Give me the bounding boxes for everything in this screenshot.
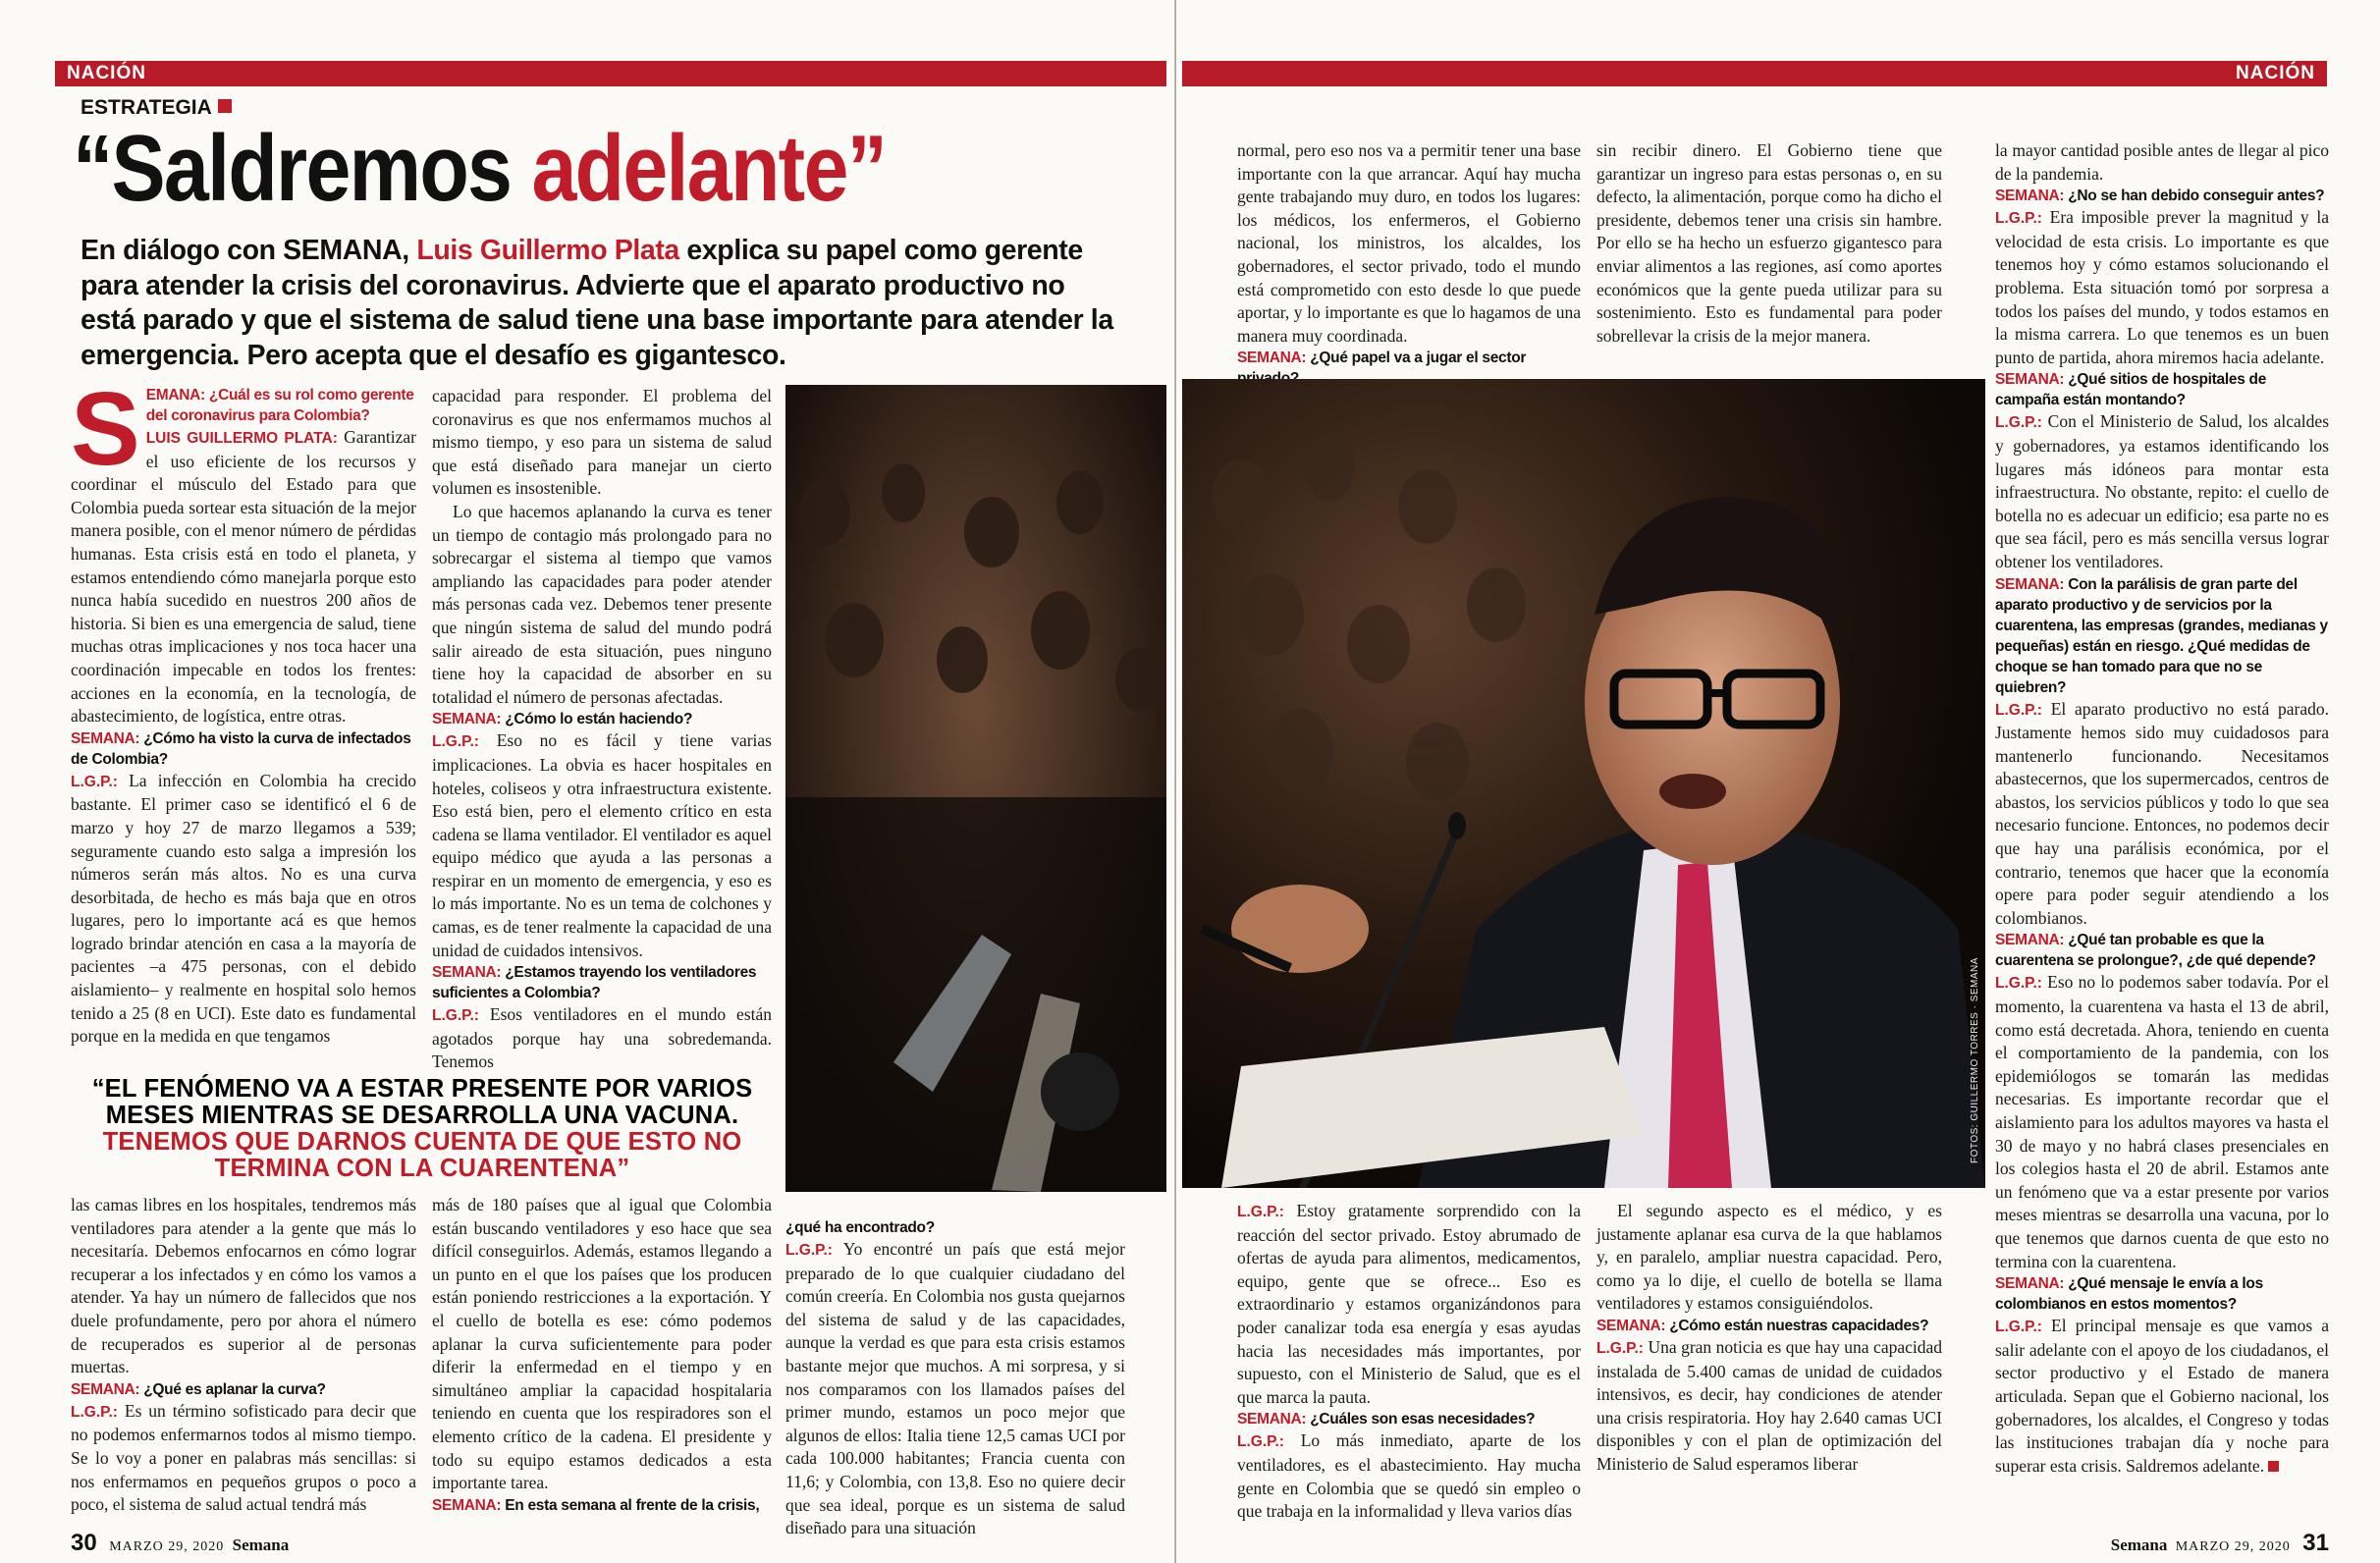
answer-1: LUIS GUILLERMO PLATA: Garantizar el uso eficiente de los recursos y coordinar el músculo del Estado para que Colombia pueda sortear esta situación de la mejor manera posible, con el menor número de pérdidas humanas. Esta crisis está en todo el planeta, y estamos entendiendo cómo manejarla porque esto nunca había sucedido en nuestros 200 años de historia. Si bien es una emergencia de salud, tiene muchas otras implicaciones y nos toca hacer una coordinación impecable en todos los frentes: acciones en la economía, en la tecnología, de abastecimiento, de logística, entre otras. (71, 427, 417, 727)
question-1: EMANA: ¿Cuál es su rol como gerente del coronavirus para Colombia? (145, 387, 414, 424)
right-bottom-column-1 (1237, 1200, 1581, 1524)
answer-5: L.G.P.: Es un término sofisticado para decir que no podemos enfermarnos todos al mismo tiempo. Se lo voy a poner en palabras más sencillas: si nos enfermamos en pequeños grupos o poco a poco, el sistema de salud actual tendrá más (71, 1400, 416, 1515)
right-bottom-column-2 (1596, 1200, 1942, 1477)
photo-audience (785, 385, 1166, 1192)
answer-7: L.G.P.: Estoy gratamente sorprendido con la reacción del sector privado. Estoy abrumado de ofertas de ayuda para alimentos, medicamentos, equipo, gente que se ofrece... Eso es extraordinario y estamos organizándonos para poder canalizar toda esa energía y esas ayudas hacia las necesidades más importantes, por supuesto, con el Ministerio de Salud, que es el que marca la pauta. (1237, 1201, 1581, 1407)
left-bottom-column-2 (432, 1194, 772, 1516)
question-2: SEMANA: ¿Cómo ha visto la curva de infectados de Colombia? (71, 729, 411, 768)
right-top-column-1 (1237, 139, 1581, 389)
right-column-3 (1995, 139, 2329, 1478)
photo-illustration (1182, 379, 1985, 1188)
left-bottom-column-1 (71, 1194, 416, 1517)
answer-12: L.G.P.: El principal mensaje es que vamos a salir adelante con el apoyo de los ciudadanos, el sector productivo y el Estado de manera articulada. Sepan que el Gobierno nacional, los gobernadores, los alcaldes, el Congreso y todas las instituciones trabajan día y noche para superar esta crisis. Saldremos adelante. (1995, 1316, 2329, 1476)
photo-luis-guillermo-plata (1182, 379, 1985, 1188)
answer-6: L.G.P.: Yo encontré un país que está mejor preparado de lo que cualquier ciudadano del común creería. En Colombia nos gusta quejarnos del sistema de salud y de las capacidades, aunque la verdad es que para esta crisis estamos bastante mejor que muchos. A mi sorpresa, y si nos comparamos con los llamados países del primer mundo, estamos un poco mejor que algunos de ellos: Italia tiene 12,5 camas UCI por cada 100.000 habitantes; Francia cuenta con 11,6; y Colombia, con 13,8. Eso no quiere decir que sea ideal, porque es un sistema de salud diseñado para una situación (785, 1239, 1125, 1538)
right-page (1176, 0, 2380, 1563)
paragraph: normal, pero eso nos va a permitir tener una base importante con la que arrancar. Aquí hay mucha gente trabajando muy duro, en todos los lugares: los médicos, los enfermeros, el Gobierno nacional, los ministros, los alcaldes, los gobernadores, el sector privado, todo el mundo está comprometido con esto desde lo que puede aportar, y lo importante es que lo hagamos de una manera muy coordinada. (1237, 140, 1581, 346)
answer-4: L.G.P.: Esos ventiladores en el mundo están agotados porque hay una sobredemanda. Tenemos (432, 1004, 773, 1072)
question-14: SEMANA: ¿Cómo están nuestras capacidades? (1596, 1317, 1929, 1334)
question-6-continued: ¿qué ha encontrado? (785, 1219, 935, 1236)
question-3: SEMANA: ¿Cómo lo están haciendo? (432, 711, 693, 728)
paragraph: El segundo aspecto es el médico, y es justamente aplanar esa curva de la que hablamos y, en paralelo, ampliar nuestra capacidad. Pero, como ya lo dije, el cuello de botella se llama ventiladores y estamos consiguiéndolos. (1596, 1201, 1942, 1314)
section-band (55, 61, 1166, 86)
question-6: SEMANA: En esta semana al frente de la crisis, (432, 1496, 760, 1514)
kicker: ESTRATEGIA (81, 96, 232, 120)
answer-10: L.G.P.: El aparato productivo no está parado. Justamente hemos sido muy cuidadosos para mantenerlo funcionando. Necesitamos abastecernos, que los supermercados, centros de abastos, los servicios públicos y todo lo que sea necesario funcione. Entonces, no podemos decir que hay una parálisis económica, por el contrario, tenemos que hacer que la economía opere para poder seguir atendiendo a los colombianos. (1995, 698, 2329, 928)
paragraph: las camas libres en los hospitales, tendremos más ventiladores para atender a la gente que más lo necesitaría. Debemos enfocarnos en cómo lograr recuperar a los infectados y en cómo los vamos a atender. Ya hay un número de fallecidos que nos duele profundamente, pero por ahora el número de recuperados es superior al de personas muertas. (71, 1195, 416, 1377)
pull-quote: “EL FENÓMENO VA A ESTAR PRESENTE POR VARIOS MESES MIENTRAS SE DESARROLLA UNA VACUNA. TENEMOS QUE DARNOS CUENTA DE QUE ESTO NO TERMINA CON LA CUARENTENA” (91, 1075, 753, 1182)
headline: “Saldremos adelante” (73, 116, 887, 221)
question-13: SEMANA: ¿Cuáles son esas necesidades? (1237, 1411, 1536, 1428)
paragraph: Lo que hacemos aplanando la curva es tener un tiempo de contagio más prolongado para no sobrecargar el sistema al tiempo que vamos ampliando las capacidades para poder atender más personas cada vez. Debemos tener presente que ningún sistema de salud del mundo podrá salir aireado de esta situación, pues ninguno tiene hoy la capacidad de absorber en su totalidad el número de personas afectadas. (432, 501, 772, 707)
left-page (0, 0, 1176, 1563)
question-7: SEMANA: ¿Qué papel va a jugar el sector (1237, 350, 1527, 367)
section-band (1182, 61, 2327, 86)
left-column-2 (432, 385, 772, 1074)
page-folio-left: 30 MARZO 29, 2020 Semana (71, 1530, 290, 1556)
question-4: SEMANA: ¿Estamos trayendo los ventiladores suficientes a Colombia? (432, 964, 757, 1002)
answer-14: L.G.P.: Una gran noticia es que hay una capacidad instalada de 5.400 camas de unidad de cuidados intensivos, es decir, hay condiciones de atender una crisis respiratoria. Hoy hay 2.640 camas UCI disponibles y con el plan de optimización del Ministerio de Salud esperamos liberar (1596, 1336, 1943, 1474)
answer-8: L.G.P.: Era imposible prever la magnitud y la velocidad de esta crisis. Lo importante es que tenemos hoy y cómo estamos solucionando el problema. Esta situación tomó por sorpresa a todos los países del mundo, y todos estamos en la misma carrera. Lo que tenemos es un buen punto de partida, ahora miremos hacia adelante. (1995, 207, 2329, 367)
answer-11: L.G.P.: Eso no lo podemos saber todavía. Por el momento, la cuarentena va hasta el 13 de abril, como está decretada. Ahora, teniendo en cuenta el comportamiento de la pandemia, con los epidemiólogos se tomarán las medidas necesarias. Es importante recordar que el aislamiento para los adultos mayores va hasta el 30 de mayo y no habrá clases presenciales en los colegios hasta el 20 de abril. Estamos ante un fenómeno que va a estar presente por varios meses mientras se desarrolla una vacuna, por lo que tenemos que darnos cuenta de que esto no termina con la cuarentena. (1995, 972, 2329, 1271)
paragraph: más de 180 países que al igual que Colombia están buscando ventiladores y eso hace que sea difícil conseguirlos. Además, estamos llegando a un punto en el que los países que los producen están poniendo restricciones a la exportación. Y el cuello de botella es ese: cómo podemos aplanar la curva suficientemente para poder diferir la enfermedad en el tiempo y en simultáneo ampliar la capacidad hospitalaria teniendo en cuenta que los respiradores son el elemento crítico de la cadena. El presidente y todo su equipo estamos dedicados a esta importante tarea. (432, 1195, 772, 1493)
question-8: SEMANA: ¿No se han debido conseguir antes? (1995, 188, 2325, 205)
answer-2: L.G.P.: La infección en Colombia ha crecido bastante. El primer caso se identificó el 6 de marzo y hoy 27 de marzo llegamos a 539; seguramente cuando esto salga a impresión los números serán más altos. No es una curva desorbitada, de hecho es más baja que en otros lugares, pero lo importante acá es que hemos logrado brindar atención en casa a la mayoría de pacientes –a 475 personas, con el debido aislamiento– y realmente en hospital solo hemos tenido a 25 (8 en UCI). Este dato es fundamental porque en la medida en que tengamos (71, 770, 416, 1047)
section-label: NACIÓN (2236, 63, 2315, 83)
answer-9: L.G.P.: Con el Ministerio de Salud, los alcaldes y gobernadores, ya estamos identificando los lugares más idóneos para montar esta infraestructura. No obstante, repito: el cuello de botella no es adecuar un edificio; esa parte no es que sea fácil, pero es más sencilla versus lograr obtener los ventiladores. (1995, 411, 2329, 571)
end-mark-icon (2268, 1461, 2279, 1472)
paragraph: la mayor cantidad posible antes de llegar al pico de la pandemia. (1995, 140, 2329, 184)
question-10: SEMANA: Con la parálisis de gran parte del aparato productivo y de servicios por la cuarentena, las empresas (grandes, medianas y pequeñas) están en riesgo. ¿Qué medidas de choque se han tomado para que no se quiebren? (1995, 575, 2328, 696)
question-9: SEMANA: ¿Qué sitios de hospitales de campaña están montando? (1995, 371, 2267, 409)
question-11: SEMANA: ¿Qué tan probable es que la cuarentena se prolongue?, ¿de qué depende? (1995, 932, 2316, 970)
drop-cap: S (71, 371, 140, 487)
deck: En diálogo con SEMANA, Luis Guillermo Plata explica su papel como gerente para atender la crisis del coronavirus. Advierte que el aparato productivo no está parado y que el sistema de salud tiene una base importante para atender la emergencia. Pero acepta que el desafío es gigantesco. (81, 235, 1113, 371)
left-column-1 (71, 371, 417, 1049)
question-12: SEMANA: ¿Qué mensaje le envía a los colombianos en estos momentos? (1995, 1275, 2263, 1314)
right-top-column-2 (1596, 139, 1942, 348)
kicker-square-icon (218, 99, 232, 113)
paragraph: capacidad para responder. El problema del coronavirus es que nos enfermamos muchos al mismo tiempo, y eso para un sistema de salud que está diseñado para manejar un cierto volumen es insostenible. (432, 386, 772, 499)
left-bottom-column-3 (785, 1217, 1125, 1540)
photo-credit: FOTOS: GUILLERMO TORRES · SEMANA (1970, 957, 1980, 1163)
section-label: NACIÓN (67, 63, 146, 83)
question-5: SEMANA: ¿Qué es aplanar la curva? (71, 1380, 326, 1398)
paragraph: sin recibir dinero. El Gobierno tiene que garantizar un ingreso para estas personas o, en su defecto, la alimentación, porque como ha dicho el presidente, debemos tener una crisis sin hambre. Por ello se ha hecho un esfuerzo gigantesco para enviar alimentos a las regiones, así como aportes económicos que la gente pueda utilizar para su sostenimiento. Esto es fundamental para poder sobrellevar la crisis de la mejor manera. (1596, 140, 1942, 346)
answer-3: L.G.P.: Eso no es fácil y tiene varias implicaciones. La obvia es hacer hospitales en hoteles, coliseos y otra infraestructura existente. Eso está bien, pero el elemento crítico en esta cadena se llama ventilador. El ventilador es aquel equipo médico que ayuda a las personas a respirar en un momento de emergencia, y eso es lo más importante. No es un tema de colchones y camas, es de tener realmente la capacidad de una unidad de cuidados intensivos. (432, 730, 772, 960)
photo-illustration (785, 385, 1166, 1192)
answer-13: L.G.P.: Lo más inmediato, aparte de los ventiladores, es el abastecimiento. Hay mucha gente en Colombia que se quedó sin empleo o que trabaja en la informalidad y lleva varios días (1237, 1430, 1582, 1522)
page-folio-right: Semana MARZO 29, 2020 31 (2110, 1530, 2329, 1556)
